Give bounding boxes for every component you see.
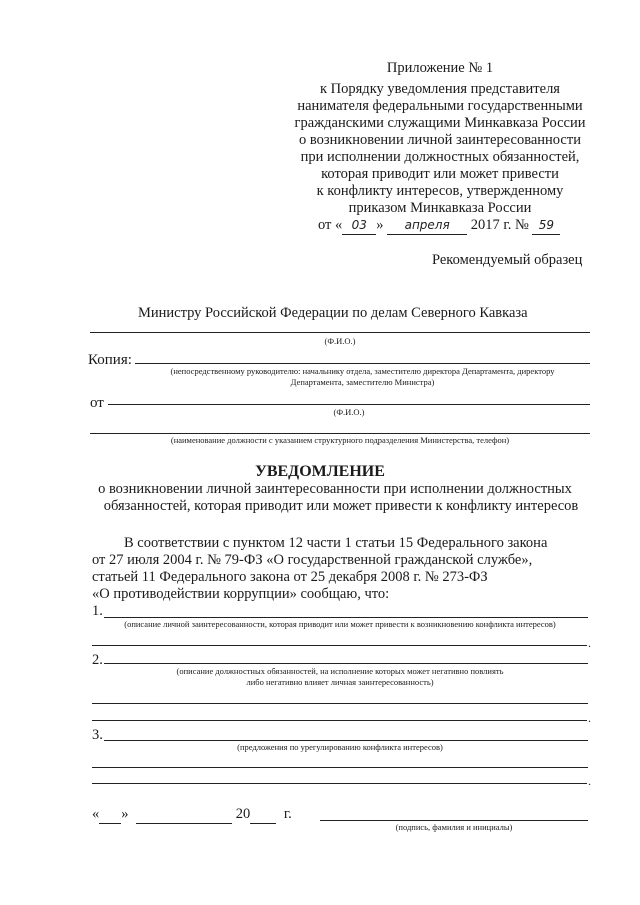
quote-close: » [121, 806, 129, 822]
appendix-title: Приложение № 1 [386, 60, 494, 76]
date-month: апреля [387, 217, 467, 235]
item-1-line [104, 617, 588, 618]
date-day: 03 [342, 217, 376, 235]
date-mid: » [376, 217, 384, 233]
copy-line [135, 363, 590, 364]
from-label: от [90, 395, 104, 411]
item-3-dot: . [588, 774, 591, 788]
from-fio-hint: (Ф.И.О.) [333, 407, 365, 417]
sign-year-suffix: г. [283, 806, 292, 822]
item-2-line-3 [92, 720, 587, 721]
item-3-hint: (предложения по урегулированию конфликта интересов) [237, 742, 443, 752]
copy-hint-1: (непосредственному руководителю: начальнику отдела, заместителю директора Департамента, директору [170, 366, 555, 376]
sign-day-blank [99, 806, 121, 824]
signature-date-row [92, 806, 292, 824]
item-2-line [104, 663, 588, 664]
body-line-1: В соответствии с пунктом 12 части 1 статьи 15 Федерального закона [124, 535, 548, 551]
appendix-date-row [318, 217, 560, 235]
item-3-line [104, 740, 588, 741]
date-prefix: от « [318, 217, 343, 233]
sign-month-blank [136, 806, 232, 824]
copy-hint-2: Департамента, заместителю Министра) [290, 377, 435, 387]
appendix-line: приказом Минкавказа России [348, 200, 532, 216]
item-2-number: 2. [92, 652, 103, 668]
notice-subtitle-2: обязанностей, которая приводит или может привести к конфликту интересов [103, 498, 579, 514]
addressee-text: Министру Российской Федерации по делам Северного Кавказа [138, 305, 528, 321]
addressee-fio-line [90, 332, 590, 333]
item-2-line-2 [92, 703, 588, 704]
quote-open: « [92, 806, 100, 822]
item-1-dot: . [588, 636, 591, 650]
item-3-number: 3. [92, 727, 103, 743]
body-line-4: «О противодействии коррупции» сообщаю, что: [92, 586, 390, 602]
signature-hint: (подпись, фамилия и инициалы) [395, 822, 513, 832]
body-line-2: от 27 июля 2004 г. № 79-ФЗ «О государственной гражданской службе», [92, 552, 533, 568]
position-hint: (наименование должности с указанием структурного подразделения Министерства, телефон) [170, 435, 510, 445]
item-2-hint-2: либо негативно влияет личная заинтересованность) [246, 677, 434, 687]
position-line [90, 433, 590, 434]
item-3-line-3 [92, 783, 587, 784]
appendix-line: которая приводит или может привести [321, 166, 559, 182]
recommended-label: Рекомендуемый образец [432, 252, 583, 268]
signature-line [320, 820, 588, 821]
date-year: 2017 г. № [470, 217, 529, 233]
item-2-dot: . [588, 711, 591, 725]
appendix-line: нанимателя федеральными государственными [297, 98, 583, 114]
sign-year-prefix: 20 [235, 806, 251, 822]
item-2-hint-1: (описание должностных обязанностей, на исполнение которых может негативно повлиять [176, 666, 504, 676]
appendix-line: к конфликту интересов, утвержденному [316, 183, 564, 199]
appendix-line: о возникновении личной заинтересованности [299, 132, 581, 148]
copy-label: Копия: [88, 352, 132, 368]
appendix-line: гражданскими служащими Минкавказа России [294, 115, 586, 131]
from-line [108, 404, 590, 405]
item-1-hint: (описание личной заинтересованности, которая приводит или может привести к возникновению конфликта интересов) [124, 619, 556, 629]
notice-subtitle-1: о возникновении личной заинтересованности при исполнении должностных [98, 481, 572, 497]
item-1-line-2 [92, 645, 587, 646]
item-1-number: 1. [92, 603, 103, 619]
notice-title: УВЕДОМЛЕНИЕ [255, 463, 385, 480]
addressee-fio-hint: (Ф.И.О.) [324, 336, 356, 346]
body-line-3: статьей 11 Федерального закона от 25 декабря 2008 г. № 273-ФЗ [92, 569, 488, 585]
appendix-line: к Порядку уведомления представителя [320, 81, 560, 97]
sign-year-blank [250, 806, 276, 824]
order-number: 59 [532, 217, 560, 235]
item-3-line-2 [92, 767, 588, 768]
appendix-line: при исполнении должностных обязанностей, [300, 149, 580, 165]
